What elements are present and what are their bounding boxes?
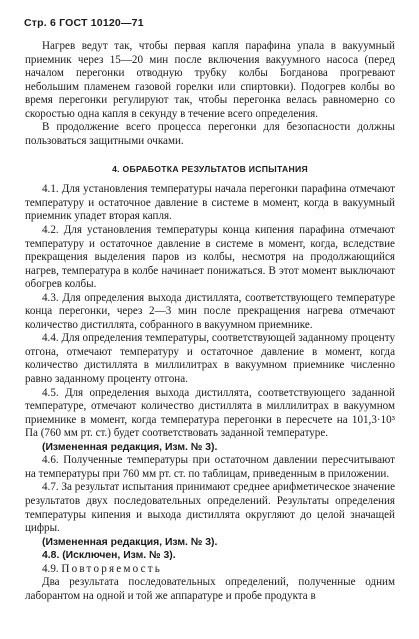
paragraph-last: Два результата последовательных определений, полученные одним лаборантом на одной и той же аппаратуре и пробе продукта в [25,576,395,602]
paragraph-4-1: 4.1. Для установления температуры начала перегонки парафина отмечают температуру и остаточное давление в системе в момент, когда в вакуумный приемник упадет вторая капля. [25,183,395,223]
paragraph-4-9-title: Повторяемость [61,562,163,575]
paragraph-4-8: 4.8. (Исключен, Изм. № 3). [42,550,176,562]
intro-paragraph-2: В продолжение всего процесса перегонки для безопасности должны пользоваться защитными очками. [25,121,395,147]
section-title: 4. ОБРАБОТКА РЕЗУЛЬТАТОВ ИСПЫТАНИЯ [112,164,308,175]
paragraph-4-7: 4.7. За результат испытания принимают среднее арифметическое значение результатов двух последовательных определений. Результаты определения температуры кипения и выхода дистиллята округляют до целой значащей цифры. [25,481,395,535]
page-header: Стр. 6 ГОСТ 10120—71 [24,17,144,29]
paragraph-4-9 [25,563,395,577]
paragraph-4-5: 4.5. Для определения выхода дистиллята, соответствующего заданной температуре, отмечают количество дистиллята в миллилитрах в вакуумном приемнике в момент, когда температура перегонки в пересчете на 101,3·10³ Па (760 мм рт. ст.) будет соответствовать заданной температуре. [25,386,395,440]
paragraph-4-3: 4.3. Для определения выхода дистиллята, соответствующего температуре конца перегонки, через 2—3 мин после прекращения нагрева отмечают количество дистиллята, собранного в вакуумном приемнике. [25,291,395,331]
amendment-note-2: (Измененная редакция, Изм. № 3). [42,536,218,548]
paragraph-4-6: 4.6. Полученные температуры при остаточном давлении пересчитывают на температуры при 760 мм рт. ст. по таблицам, приведенным в приложении. [25,454,395,480]
paragraph-4-9-number: 4.9. [42,562,59,575]
paragraph-4-4: 4.4. Для определения температуры, соответствующей заданному проценту отгона, отмечают температуру и остаточное давление в момент, когда количество дистиллята в миллилитрах в вакуумном приемнике численно равно заданному проценту отгона. [25,332,395,386]
intro-paragraph-1: Нагрев ведут так, чтобы первая капля парафина упала в вакуумный приемник через 15—20 мин после включения вакуумного насоса (перед началом перегонки отводную трубку колбы Богданова прогревают небольшим пламенем газовой горелки или спиртовки). Подогрев колбы во время перегонки регулируют так, чтобы перегонка велась равномерно со скоростью одна капля в секунду в течение всего определения. [25,40,395,120]
paragraph-4-2: 4.2. Для установления температуры конца кипения парафина отмечают температуру и остаточное давление в системе в момент, когда, вследствие прекращения выделения паров из колбы, несмотря на продолжающийся нагрев, температура в колбе начинает понижаться. В этот момент выключают обогрев колбы. [25,224,395,291]
amendment-note-1: (Измененная редакция, Изм. № 3). [42,441,218,453]
